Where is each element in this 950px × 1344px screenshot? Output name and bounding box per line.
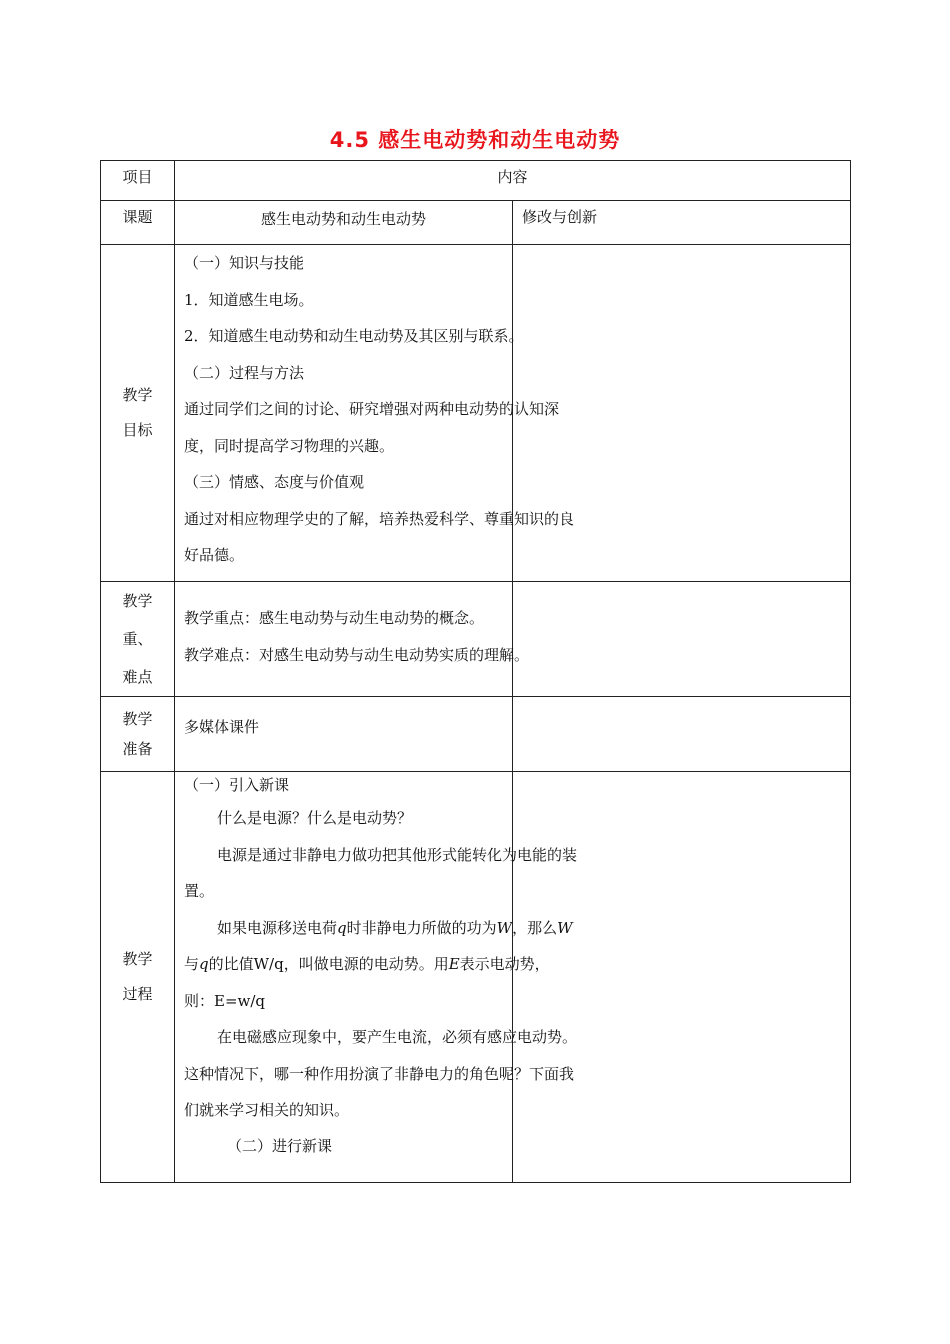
header-item: 项目 [101, 161, 175, 201]
header-row [101, 161, 851, 201]
keypoints-notes [513, 582, 851, 697]
process-label: 教学 过程 [101, 772, 175, 1183]
keypoints-line: 教学难点：对感生电动势与动生电动势实质的理解。 [184, 645, 530, 664]
lesson-plan-table [100, 160, 851, 1183]
process-line: 这种情况下，哪一种作用扮演了非静电力的角色呢？下面我 [184, 1064, 575, 1083]
process-notes [513, 772, 851, 1183]
process-line: 与q的比值W/q，叫做电源的电动势。用E表示电动势， [184, 955, 550, 973]
goals-line: 好品德。 [184, 546, 245, 564]
process-line: （二）进行新课 [227, 1136, 333, 1155]
goals-line: （二）过程与方法 [184, 363, 305, 382]
keypoints-content [175, 582, 530, 697]
topic-row [101, 201, 851, 245]
goals-label: 教学 目标 [101, 245, 175, 582]
process-line: 置。 [184, 882, 215, 900]
goals-notes [513, 245, 851, 582]
process-line: 什么是电源？什么是电动势？ [217, 809, 413, 827]
page-title: 4.5 感生电动势和动生电动势 [329, 128, 621, 152]
prep-content [175, 697, 513, 772]
prep-label: 教学 准备 [101, 697, 175, 772]
goals-line: 通过同学们之间的讨论、研究增强对两种电动势的认知深 [184, 400, 560, 418]
process-line: 在电磁感应现象中，要产生电流，必须有感应电动势。 [217, 1028, 578, 1046]
keypoints-row [101, 582, 851, 697]
topic-value: 感生电动势和动生电动势 [175, 201, 513, 245]
goals-line: 通过对相应物理学史的了解，培养热爱科学、尊重知识的良 [184, 509, 575, 528]
keypoints-line: 教学重点：感生电动势与动生电动势的概念。 [184, 609, 485, 627]
prep-row [101, 697, 851, 772]
prep-value: 多媒体课件 [184, 718, 260, 736]
keypoints-label: 教学 重、 难点 [101, 582, 175, 697]
prep-notes [513, 697, 851, 772]
goals-line: 度，同时提高学习物理的兴趣。 [184, 436, 395, 455]
process-row [101, 772, 851, 1183]
goals-line: 2．知道感生电动势和动生电动势及其区别与联系。 [184, 327, 524, 345]
goals-content [175, 245, 575, 582]
notes-header: 修改与创新 [513, 201, 851, 245]
topic-label: 课题 [101, 201, 175, 245]
process-line: 电源是通过非静电力做功把其他形式能转化为电能的装 [217, 845, 578, 864]
process-line: （一）引入新课 [184, 776, 290, 794]
goals-line: （一）知识与技能 [184, 254, 305, 272]
process-line: 如果电源移送电荷q时非静电力所做的功为W，那么W [217, 918, 573, 937]
goals-row [101, 245, 851, 582]
goals-line: （三）情感、态度与价值观 [184, 473, 365, 491]
process-content [175, 772, 578, 1183]
process-line: 们就来学习相关的知识。 [184, 1101, 350, 1119]
goals-line: 1．知道感生电场。 [184, 290, 314, 309]
header-content: 内容 [175, 161, 851, 201]
process-line: 则：E=w/q [184, 991, 266, 1010]
